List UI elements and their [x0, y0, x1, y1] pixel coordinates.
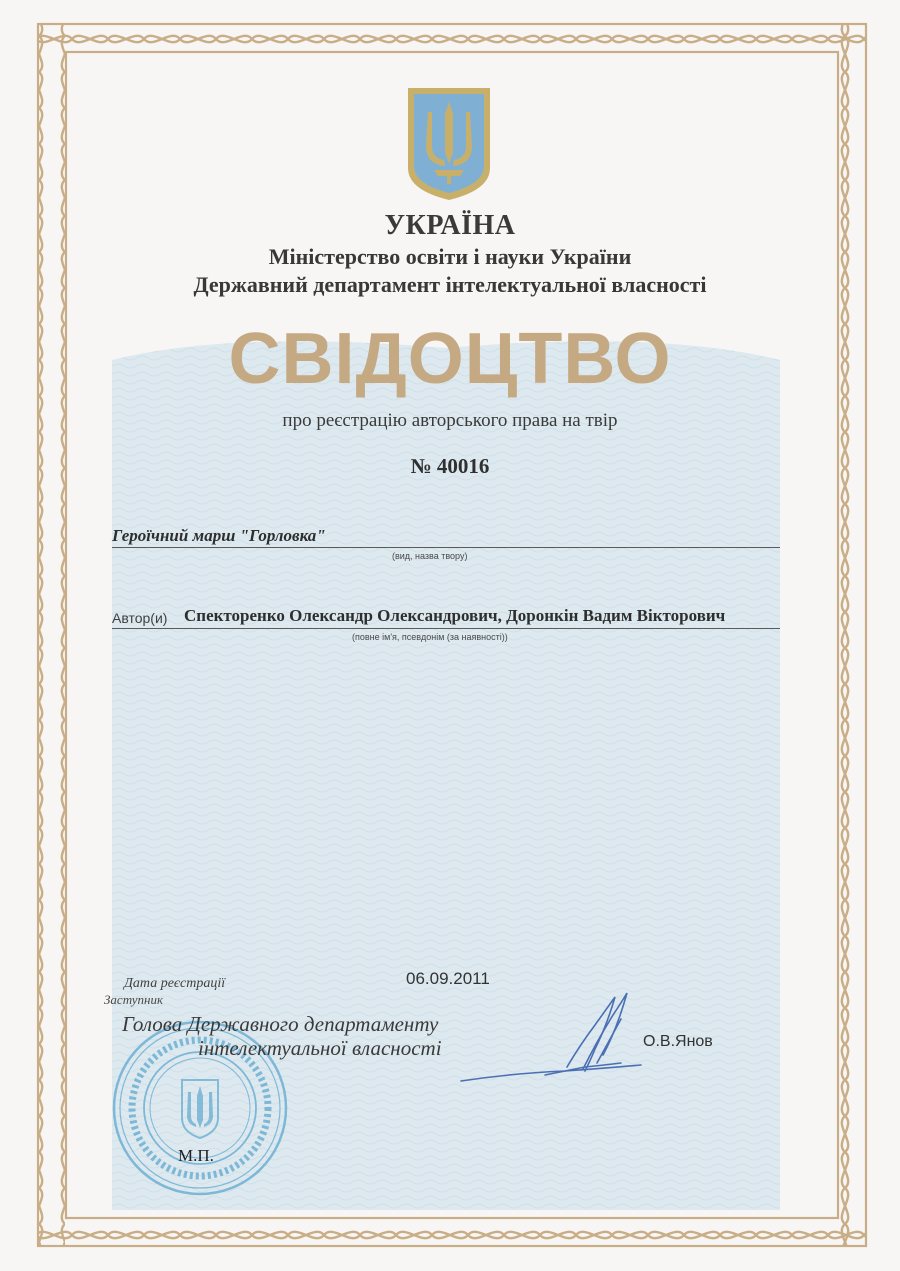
ministry-heading: Міністерство освіти і науки України — [268, 244, 632, 269]
authors-label: Автор(и) — [112, 610, 168, 626]
signatory-position-line1: Голова Державного департаменту — [122, 1012, 439, 1036]
authors-names: Спекторенко Олександр Олександрович, Доронкін Вадим Вікторович — [184, 606, 726, 625]
work-name: Героїчний марш "Горловка" — [112, 526, 326, 545]
certificate-subtitle: про реєстрацію авторського права на твір — [282, 410, 618, 431]
coat-of-arms-icon — [404, 84, 494, 204]
country-heading: УКРАЇНА — [384, 210, 516, 241]
stamp-mark: М.П. — [178, 1146, 214, 1165]
handwritten-signature — [455, 985, 645, 1090]
authors-underline — [112, 628, 780, 629]
certificate-title: СВІДОЦТВО — [228, 319, 672, 399]
work-name-underline — [112, 547, 780, 548]
department-heading: Державний департамент інтелектуальної власності — [193, 272, 707, 297]
signatory-position-line2: інтелектуальної власності — [198, 1036, 442, 1060]
signatory-name: О.В.Янов — [643, 1033, 713, 1050]
certificate-number: № 40016 — [410, 454, 490, 478]
work-name-hint: (вид, назва твору) — [392, 551, 468, 561]
registration-date-label: Дата реєстрації — [124, 976, 226, 991]
registration-date: 06.09.2011 — [406, 969, 490, 988]
deputy-label: Заступник — [104, 992, 164, 1007]
authors-hint: (повне ім'я, псевдонім (за наявності)) — [352, 632, 508, 642]
